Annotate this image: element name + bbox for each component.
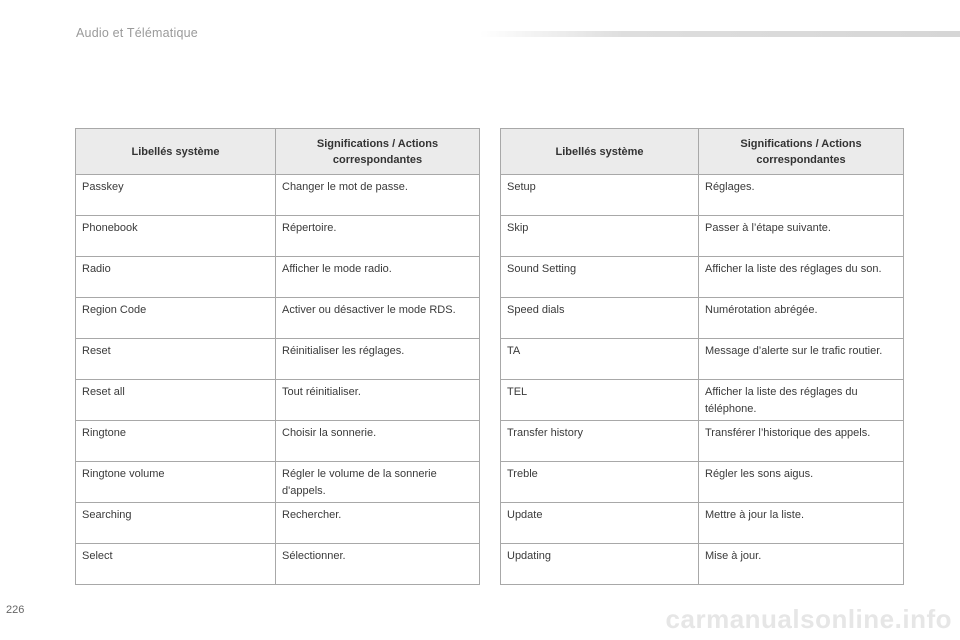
meaning-cell: Répertoire. (276, 216, 480, 257)
table-row (501, 298, 904, 339)
meaning-cell: Numérotation abrégée. (699, 298, 904, 339)
meaning-cell: Réglages. (699, 175, 904, 216)
system-label-cell: Updating (501, 544, 699, 585)
system-label-cell: Phonebook (76, 216, 276, 257)
table-row (76, 503, 480, 544)
table-row (501, 421, 904, 462)
system-label-cell: Reset (76, 339, 276, 380)
table-row (501, 544, 904, 585)
table-row (76, 544, 480, 585)
page-number: 226 (6, 604, 25, 616)
system-label-cell: TEL (501, 380, 699, 421)
meaning-cell: Message d’alerte sur le trafic routier. (699, 339, 904, 380)
meaning-cell: Activer ou désactiver le mode RDS. (276, 298, 480, 339)
system-label-cell: Skip (501, 216, 699, 257)
system-label-cell: Speed dials (501, 298, 699, 339)
table-row (76, 421, 480, 462)
table-row (501, 339, 904, 380)
column-header-meaning: Significations / Actions correspondantes (699, 129, 904, 175)
system-label-cell: Setup (501, 175, 699, 216)
meaning-cell: Mise à jour. (699, 544, 904, 585)
system-label-cell: Passkey (76, 175, 276, 216)
meaning-cell: Transférer l’historique des appels. (699, 421, 904, 462)
system-label-cell: Update (501, 503, 699, 544)
meaning-cell: Afficher le mode radio. (276, 257, 480, 298)
table-row (501, 380, 904, 421)
meaning-cell: Régler le volume de la sonnerie d'appels. (276, 462, 480, 503)
meaning-cell: Passer à l’étape suivante. (699, 216, 904, 257)
meaning-cell: Mettre à jour la liste. (699, 503, 904, 544)
system-label-cell: Searching (76, 503, 276, 544)
table-row (76, 339, 480, 380)
table-row (501, 175, 904, 216)
system-label-cell: Region Code (76, 298, 276, 339)
system-label-cell: Treble (501, 462, 699, 503)
table-row (501, 503, 904, 544)
system-label-cell: Transfer history (501, 421, 699, 462)
left-glossary-table (75, 128, 480, 585)
meaning-cell: Tout réinitialiser. (276, 380, 480, 421)
table-row (76, 175, 480, 216)
system-label-cell: Radio (76, 257, 276, 298)
system-label-cell: Select (76, 544, 276, 585)
system-label-cell: Ringtone (76, 421, 276, 462)
system-label-cell: Ringtone volume (76, 462, 276, 503)
header-divider (480, 31, 960, 37)
watermark-logo: carmanualsonline.info (665, 604, 952, 634)
section-title: Audio et Télématique (76, 26, 198, 40)
column-header-label: Libellés système (501, 129, 699, 175)
meaning-cell: Régler les sons aigus. (699, 462, 904, 503)
column-header-label: Libellés système (76, 129, 276, 175)
system-label-cell: Sound Setting (501, 257, 699, 298)
table-row (501, 462, 904, 503)
table-header-row (76, 129, 480, 175)
system-label-cell: TA (501, 339, 699, 380)
table-row (76, 298, 480, 339)
system-label-cell: Reset all (76, 380, 276, 421)
table-header-row (501, 129, 904, 175)
meaning-cell: Réinitialiser les réglages. (276, 339, 480, 380)
table-row (76, 380, 480, 421)
column-header-meaning: Significations / Actions correspondantes (276, 129, 480, 175)
meaning-cell: Sélectionner. (276, 544, 480, 585)
table-row (501, 216, 904, 257)
meaning-cell: Rechercher. (276, 503, 480, 544)
meaning-cell: Choisir la sonnerie. (276, 421, 480, 462)
meaning-cell: Afficher la liste des réglages du son. (699, 257, 904, 298)
table-row (76, 257, 480, 298)
table-row (76, 462, 480, 503)
table-row (501, 257, 904, 298)
right-glossary-table (500, 128, 904, 585)
meaning-cell: Changer le mot de passe. (276, 175, 480, 216)
table-row (76, 216, 480, 257)
meaning-cell: Afficher la liste des réglages du téléphone. (699, 380, 904, 421)
